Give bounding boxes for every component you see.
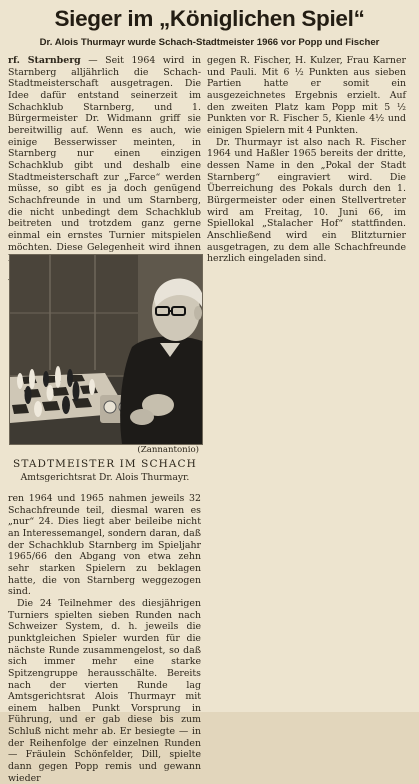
headline: Sieger im „Königlichen Spiel“	[54, 6, 365, 31]
paragraph-1	[8, 55, 201, 265]
paragraph-4: Die 24 Teilnehmer des diesjährigen Turniers spielten sieben Runden nach Schweizer System, d. h. jeweils die punktgleichen Spieler wurden für die nächste Runde zusammengelost, so daß sich immer mehr eine starke Spitzengruppe herausschälte. Bereits nach der vierten Runde lag Amtsgerichtsrat Alois Thurmayr mit einem halben Punkt Vorsprung in Führung, und er gab diese bis zum Schluß nicht mehr ab. Er besiegte — in der Reihenfolge der einzelnen Runden — Fräulein Schönfelder, Dill, spielte dann gegen Popp remis und gewann wieder	[8, 597, 201, 784]
paragraph-6: Dr. Thurmayr ist also nach R. Fischer 1964 und Haßler 1965 bereits der dritte, dessen Name in den „Pokal der Stadt Starnberg“ eingraviert wird. Die Überreichung des Pokals durch den 1. Bürgermeister oder einen Stellvertreter wird am Freitag, 10. Juni 66, im Spiellokal „Stalacher Hof“ stattfinden. Anschließend wird ein Blitzturnier ausgetragen, zu dem alle Schachfreunde herzlich eingeladen sind.	[207, 136, 406, 265]
paragraph-3: ren 1964 und 1965 nahmen jeweils 32 Schachfreunde teil, diesmal waren es „nur“ 24. Dies liegt aber beileibe nicht an Interessemangel, sondern daran, daß der Schachklub Starnberg im Spieljahr 1965/66 den Abgang von etwa zehn sehr starken Spielern zu beklagen hatte, die von Starnberg weggezogen sind.	[8, 493, 201, 598]
photo-credit: (Zannantonio)	[137, 445, 199, 455]
dateline: rf. Starnberg	[8, 55, 81, 66]
paragraph-1-text: — Seit 1964 wird in Starnberg alljährlich die Schach-Stadtmeisterschaft ausgetragen. Die Idee dafür entstand seinerzeit im Schachklub Starnberg, und 1. Bürgermeister Dr. Widmann griff sie bereitwillig auf. Wenn es auch, wie einige Besserwisser meinten, in Starnberg nur einen einzigen Schachklub gibt und deshalb eine Stadtmeisterschaft zur „Farce“ werden müsse, so gibt es ja doch genügend Schachfreunde in und um Starnberg, die nicht unbedingt dem Schachklub beitreten und trotzdem ganz gerne einmal ein ernstes Turnier mitspielen möchten. Diese Gelegenheit wird ihnen	[8, 55, 201, 253]
paragraph-5: gegen R. Fischer, H. Kulzer, Frau Karner und Pauli. Mit 6 ½ Punkten aus sieben Partien hatte er somit ein ausgezeichnetes Ergebnis erzielt. Auf den zweiten Platz kam Popp mit 5 ½ Punkten vor R. Fischer 5, Kienle 4½ und einigen Spielern mit 4 Punkten.	[207, 55, 406, 136]
wall-panel	[10, 255, 138, 375]
photo-portrait	[9, 254, 203, 445]
column-right	[207, 55, 406, 265]
caption-title: STADTMEISTER IM SCHACH	[13, 458, 197, 470]
subheadline: Dr. Alois Thurmayr wurde Schach-Stadtmeister 1966 vor Popp und Fischer	[39, 37, 380, 48]
caption-subtitle: Amtsgerichtsrat Dr. Alois Thurmayr.	[20, 472, 190, 483]
chess-player-photo	[10, 255, 202, 444]
column-left-bottom	[8, 493, 201, 784]
